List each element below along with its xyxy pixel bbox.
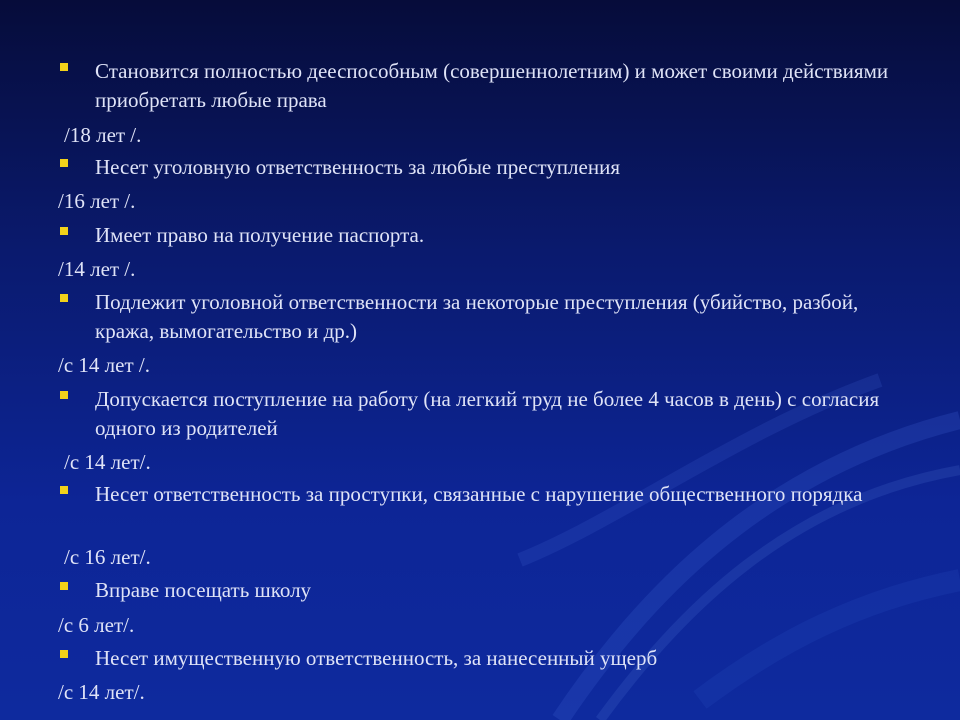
list-item-text: Несет имущественную ответственность, за нанесенный ущерб: [95, 646, 658, 670]
list-item-text: Несет ответственность за проступки, связанные с нарушение общественного порядка: [95, 482, 863, 506]
list-item-text: Имеет право на получение паспорта.: [95, 223, 425, 247]
list-item-text: Вправе посещать школу: [95, 578, 312, 602]
list-item-text: Становится полностью дееспособным (совершеннолетним) и может своими действиями приобретать любые права: [95, 59, 889, 112]
bullet-square-icon: [60, 582, 68, 590]
age-label: /с 14 лет/.: [64, 450, 151, 474]
bullet-square-icon: [60, 294, 68, 302]
list-item-text: Несет уголовную ответственность за любые преступления: [95, 155, 620, 179]
bullet-square-icon: [60, 486, 68, 494]
age-label: /16 лет /.: [58, 189, 136, 213]
age-label: /14 лет /.: [58, 257, 136, 281]
bullet-square-icon: [60, 391, 68, 399]
age-label: /с 16 лет/.: [64, 545, 151, 569]
bullet-square-icon: [60, 650, 68, 658]
bullet-square-icon: [60, 63, 68, 71]
bullet-square-icon: [60, 227, 68, 235]
bullet-square-icon: [60, 159, 68, 167]
age-label: /с 14 лет /.: [58, 353, 150, 377]
age-label: /с 14 лет/.: [58, 680, 145, 704]
list-item-text: Допускается поступление на работу (на легкий труд не более 4 часов в день) с согласия одного из родителей: [95, 387, 880, 440]
age-label: /с 6 лет/.: [58, 613, 135, 637]
age-label: /18 лет /.: [64, 123, 142, 147]
list-item-text: Подлежит уголовной ответственности за некоторые преступления (убийство, разбой, кража, вымогательство и др.): [95, 290, 859, 343]
